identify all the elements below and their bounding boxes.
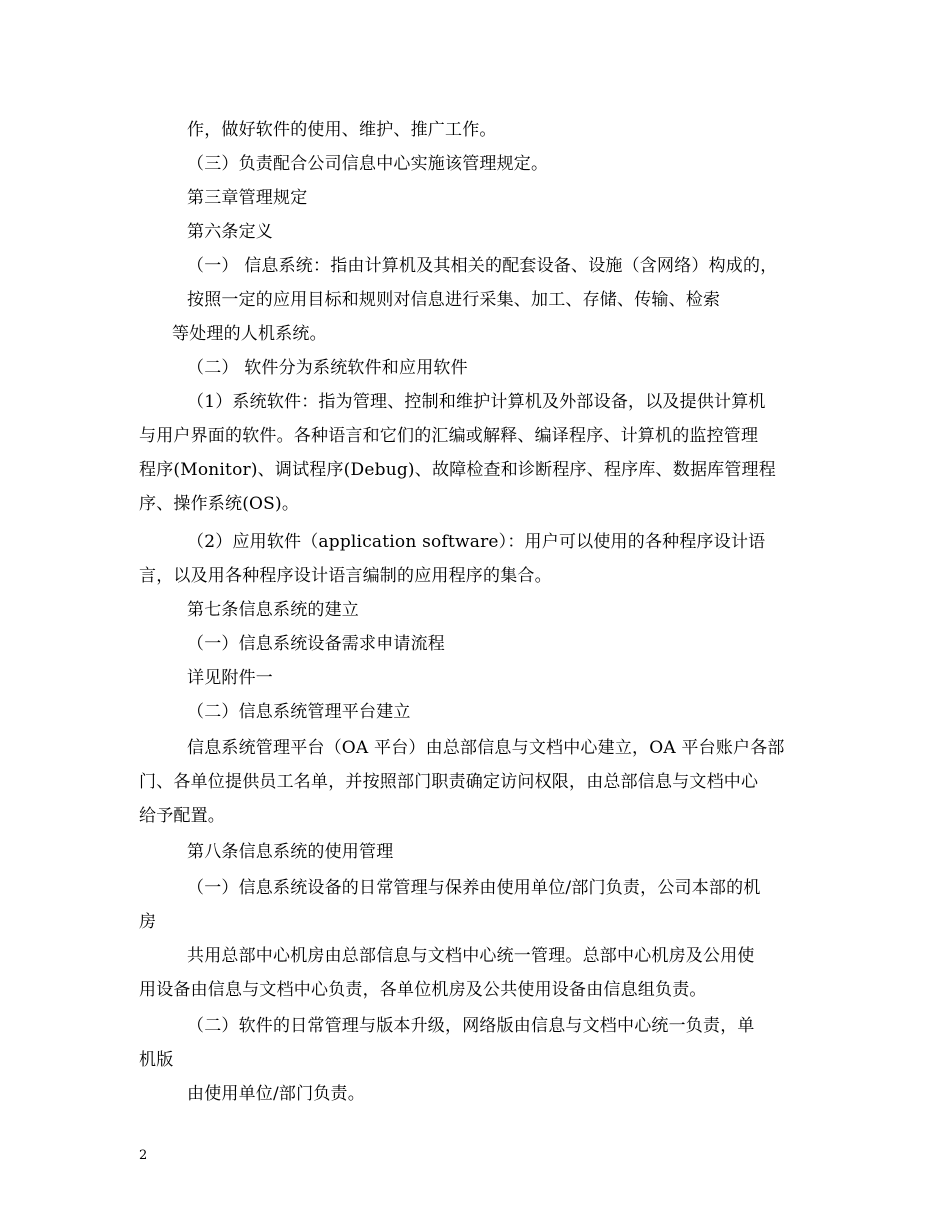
- paragraph-line: （二）信息系统管理平台建立: [187, 702, 411, 722]
- paragraph-line: 作，做好软件的使用、维护、推广工作。: [187, 120, 497, 140]
- paragraph-line: 程序(Monitor)、调试程序(Debug)、故障检查和诊断程序、程序库、数据库管理程: [139, 460, 776, 480]
- paragraph-line: 详见附件一: [187, 668, 273, 688]
- article-heading: 第六条定义: [187, 222, 273, 242]
- paragraph-line: 信息系统管理平台（OA 平台）由总部信息与文档中心建立，OA 平台账户各部: [187, 738, 785, 758]
- chapter-heading: 第三章管理规定: [187, 188, 308, 208]
- paragraph-line: （二） 软件分为系统软件和应用软件: [187, 358, 468, 378]
- article-heading: 第七条信息系统的建立: [187, 600, 359, 620]
- paragraph-line: 按照一定的应用目标和规则对信息进行采集、加工、存储、传输、检索: [187, 290, 721, 310]
- paragraph-line: 门、各单位提供员工名单，并按照部门职责确定访问权限，由总部信息与文档中心: [139, 772, 759, 792]
- page-number: 2: [139, 1148, 148, 1163]
- paragraph-line: 序、操作系统(OS)。: [139, 494, 300, 514]
- paragraph-line: 言，以及用各种程序设计语言编制的应用程序的集合。: [139, 566, 552, 586]
- paragraph-line: 共用总部中心机房由总部信息与文档中心统一管理。总部中心机房及公用使: [187, 946, 755, 966]
- paragraph-line: 由使用单位/部门负责。: [187, 1084, 365, 1104]
- paragraph-line: （二）软件的日常管理与版本升级，网络版由信息与文档中心统一负责，单: [187, 1016, 755, 1036]
- paragraph-line: （2）应用软件（application software）：用户可以使用的各种程序设计语: [187, 532, 766, 552]
- paragraph-line: （1）系统软件：指为管理、控制和维护计算机及外部设备，以及提供计算机: [187, 392, 766, 412]
- paragraph-line: 给予配置。: [139, 806, 225, 826]
- paragraph-line: 与用户界面的软件。各种语言和它们的汇编或解释、编译程序、计算机的监控管理: [139, 426, 759, 446]
- paragraph-line: （一）信息系统设备需求申请流程: [187, 634, 445, 654]
- paragraph-line: （一）信息系统设备的日常管理与保养由使用单位/部门负责，公司本部的机: [187, 878, 761, 898]
- paragraph-line: （三）负责配合公司信息中心实施该管理规定。: [187, 154, 549, 174]
- paragraph-line: 用设备由信息与文档中心负责，各单位机房及公共使用设备由信息组负责。: [139, 980, 707, 1000]
- paragraph-line: 房: [139, 912, 157, 932]
- article-heading: 第八条信息系统的使用管理: [187, 842, 394, 862]
- paragraph-line: 机版: [139, 1050, 174, 1070]
- paragraph-line: 等处理的人机系统。: [172, 324, 327, 344]
- paragraph-line: （一） 信息系统：指由计算机及其相关的配套设备、设施（含网络）构成的，: [187, 256, 778, 276]
